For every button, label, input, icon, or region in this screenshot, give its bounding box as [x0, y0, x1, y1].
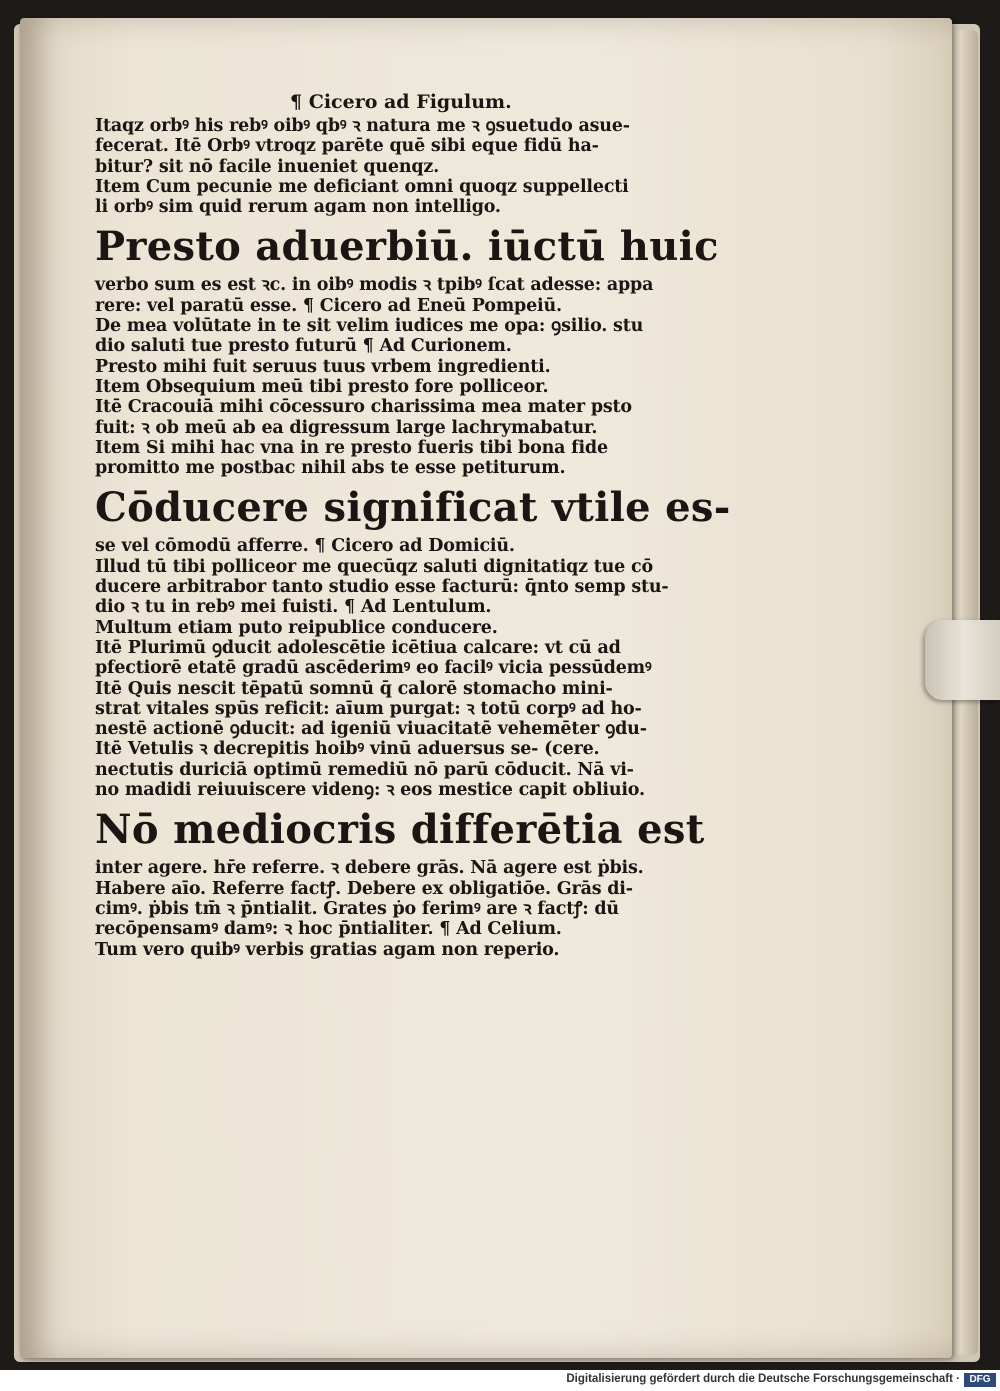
- text-line: De mea volūtate in te sit velim iudices me opa: ꝯsilio. stu: [95, 316, 644, 337]
- text-line: verbo sum es est ꝛc. in oibꝰ modis ꝛ tpibꝰ ſcat adesse: appa: [95, 275, 654, 296]
- page-heading: ¶ Cicero ad Figulum.: [290, 91, 512, 113]
- text-line: Item Si mihi hac vna in re presto fueris tibi bona fide: [95, 437, 608, 458]
- text-line: bitur? sit nō facile inueniet quenqz.: [95, 156, 440, 177]
- text-line: Itē Cracouiā mihi cōcessuro charissima mea mater psto: [95, 397, 632, 418]
- text-line: Item Cum pecunie me deficiant omni quoqz suppellecti: [95, 176, 629, 197]
- text-line: se vel cōmodū afferre. ¶ Cicero ad Domiciū.: [95, 536, 515, 557]
- footer-bar: [0, 1370, 1000, 1391]
- text-line: ducere arbitrabor tanto studio esse facturū: q̄nto semp stu-: [95, 577, 669, 598]
- text-line: fuit: ꝛ ob meū ab ea digressum large lachrymabatur.: [95, 417, 598, 438]
- footer-credit: Digitalisierung gefördert durch die Deutsche Forschungsgemeinschaft ·: [566, 1373, 960, 1385]
- text-line: Multum etiam puto reipublice conducere.: [95, 617, 498, 638]
- text-line: Item Obsequium meū tibi presto fore polliceor.: [95, 376, 549, 397]
- text-line: no madidi reiuuiscere videnꝯ: ꝛ eos mestice capit obliuio.: [95, 780, 645, 801]
- text-line: Habere aīo. Referre factꝭ. Debere ex obligatiōe. Grās di-: [95, 878, 633, 899]
- text-line: Itē Plurimū ꝯducit adolescētie icētiua calcare: vt cū ad: [95, 637, 621, 658]
- text-line: Itē Vetulis ꝛ decrepitis hoibꝰ vinū aduersus se- (cere.: [95, 739, 600, 760]
- text-line: Itaqz orbꝰ his rebꝰ oibꝰ qbꝰ ꝛ natura me ꝛ ꝯsuetudo asue-: [95, 116, 630, 136]
- text-line: dio saluti tue presto futurū ¶ Ad Curionem.: [95, 336, 512, 357]
- text-line: li orbꝰ sim quid rerum agam non intelligo.: [95, 197, 501, 218]
- text-line: cimꝰ. ṗbis tm̄ ꝛ p̄ntialit. Grates ṗo ferimꝰ are ꝛ factꝭ: dū: [95, 898, 619, 919]
- text-line: pfectiorē etatē gradū ascēderimꝰ eo facilꝰ vicia pessūdemꝰ: [95, 658, 652, 679]
- section-heading: Nō mediocris differētia est: [95, 806, 705, 854]
- section-heading: Presto aduerbiū. iūctū huic: [95, 223, 719, 271]
- text-line: nestē actionē ꝯducit: ad igeniū viuacitatē vehemēter ꝯdu-: [95, 719, 647, 740]
- page-tab-marker: [925, 620, 1000, 700]
- text-line: fecerat. Itē Orbꝰ vtroqz parēte quē sibi eque fidū ha-: [95, 136, 599, 157]
- text-line: recōpensamꝰ damꝰ: ꝛ hoc p̄ntialiter. ¶ Ad Celium.: [95, 919, 562, 940]
- text-line: Tum vero quibꝰ verbis gratias agam non reperio.: [95, 939, 560, 960]
- section-heading: Cōducere significat vtile es-: [95, 484, 731, 532]
- text-line: nectutis duriciā optimū remediū nō parū cōducit. Nā vi-: [95, 759, 634, 780]
- text-line: rere: vel paratū esse. ¶ Cicero ad Eneū Pompeiū.: [95, 295, 562, 316]
- text-line: promitto me postbac nihil abs te esse petiturum.: [95, 458, 566, 479]
- text-line: strat vitales spūs reficit: aīum purgat: ꝛ totū corpꝰ ad ho-: [95, 698, 642, 719]
- page-text: [95, 88, 731, 960]
- text-line: inter agere. hr̄e referre. ꝛ debere grās. Nā agere est ṗbis.: [95, 858, 644, 879]
- text-line: Presto mihi fuit seruus tuus vrbem ingredienti.: [95, 356, 551, 377]
- text-line: Itē Quis nescit tēpatū somnū q̄ calorē stomacho mini-: [95, 678, 613, 699]
- text-line: Illud tū tibi polliceor me quecūqz saluti dignitatiqz tue cō: [95, 556, 653, 577]
- dfg-logo: DFG: [964, 1373, 996, 1387]
- text-line: dio ꝛ tu in rebꝰ mei fuisti. ¶ Ad Lentulum.: [95, 597, 492, 618]
- text-lines: [95, 116, 731, 960]
